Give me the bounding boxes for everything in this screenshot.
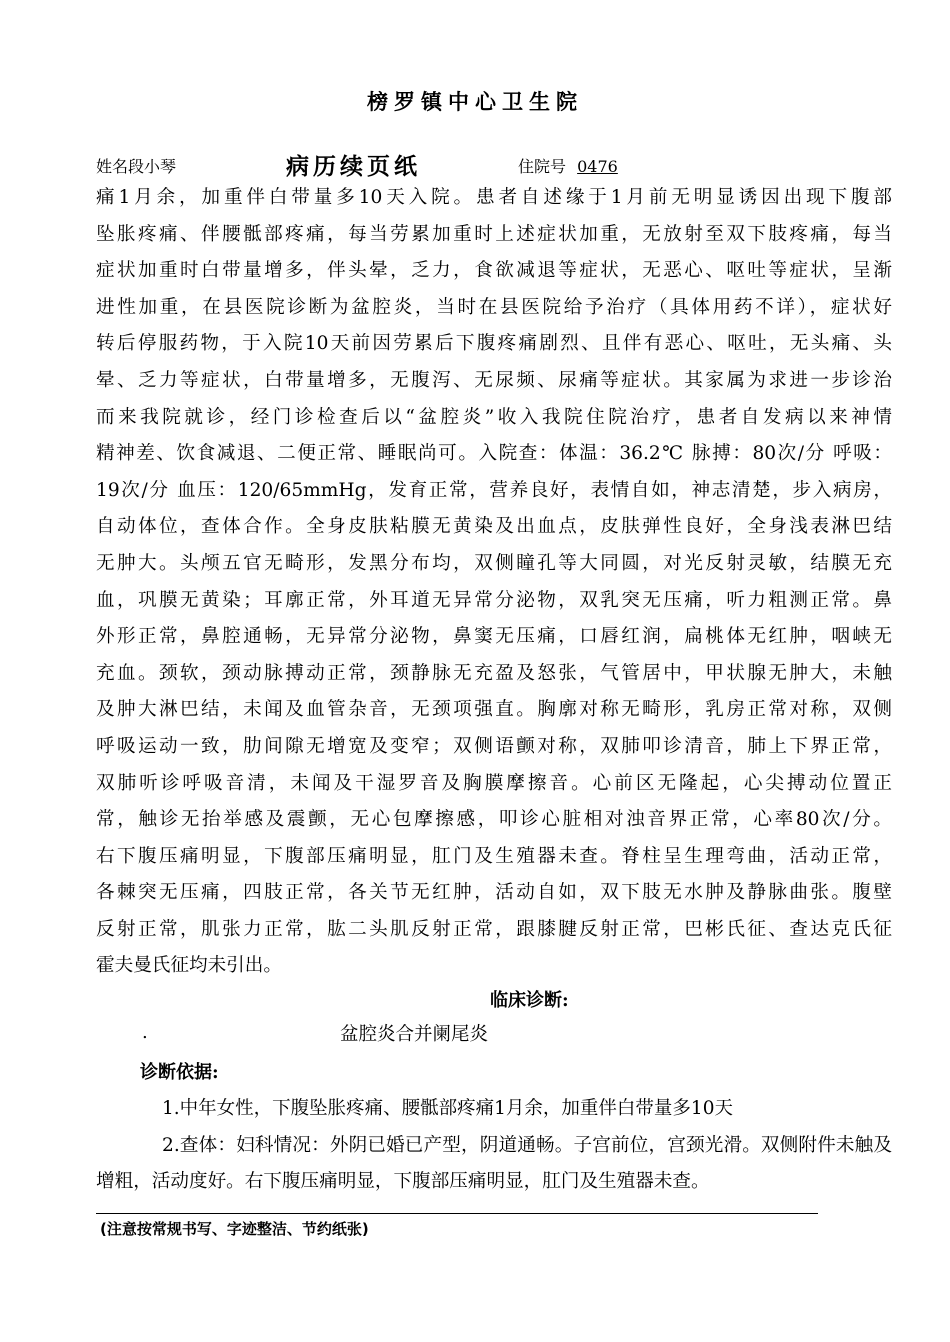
medical-history-text xyxy=(96,180,892,985)
history-line: 自动体位，查体合作。全身皮肤粘膜无黄染及出血点，皮肤弹性良好，全身浅表淋巴结 xyxy=(96,516,892,538)
history-line: 坠胀疼痛、伴腰骶部疼痛，每当劳累加重时上述症状加重，无放射至双下肢疼痛，每当 xyxy=(96,223,892,245)
history-line: 外形正常，鼻腔通畅，无异常分泌物，鼻窦无压痛，口唇红润，扁桃体无红肿，咽峡无 xyxy=(96,626,892,648)
history-line: 而来我院就诊，经门诊检查后以“盆腔炎”收入我院住院治疗，患者自发病以来神情 xyxy=(96,406,892,428)
history-line: 充血。颈软，颈动脉搏动正常，颈静脉无充盈及怒张，气管居中，甲状腺无肿大，未触 xyxy=(96,662,892,684)
hospital-name: 榜罗镇中心卫生院 xyxy=(367,89,583,114)
diagnosis-basis-heading: 诊断依据: xyxy=(140,1062,219,1083)
history-line: 霍夫曼氏征均未引出。 xyxy=(96,955,282,977)
history-line: 精神差、饮食减退、二便正常、睡眠尚可。入院查：体温：36.2℃ 脉搏：80次/分 呼吸： xyxy=(96,443,892,465)
history-line: 19次/分 血压：120/65mmHg，发育正常，营养良好，表情自如，神志清楚，步入病房， xyxy=(96,479,892,501)
history-line: 无肿大。头颅五官无畸形，发黑分布均，双侧瞳孔等大同圆，对光反射灵敏，结膜无充 xyxy=(96,552,892,574)
patient-name: 姓名段小琴 xyxy=(96,157,177,176)
history-line: 转后停服药物，于入院10天前因劳累后下腹疼痛剧烈、且伴有恶心、呕吐，无头痛、头 xyxy=(96,333,892,355)
footer-divider xyxy=(96,1213,818,1214)
diagnosis-marker: . xyxy=(142,1022,148,1043)
sheet-title: 病历续页纸 xyxy=(286,154,421,180)
history-line: 反射正常，肌张力正常，肱二头肌反射正常，跟膝腱反射正常，巴彬氏征、查达克氏征 xyxy=(96,918,892,940)
admission-label: 住院号 xyxy=(518,157,567,176)
admission-number: 0476 xyxy=(577,157,618,176)
history-line: 症状加重时白带量增多，伴头晕，乏力，食欲减退等症状，无恶心、呕吐等症状，呈渐 xyxy=(96,260,892,282)
record-header xyxy=(96,148,896,178)
clinical-diagnosis-value: 盆腔炎合并阑尾炎 xyxy=(340,1024,489,1045)
diagnosis-basis-item: 1.中年女性，下腹坠胀疼痛、腰骶部疼痛1月余，加重伴白带量多10天 xyxy=(162,1098,733,1119)
diagnosis-basis-item: 2.查体：妇科情况：外阴已婚已产型，阴道通畅。子宫前位，宫颈光滑。双侧附件未触及增粗，活动度好。右下腹压痛明显，下腹部压痛明显，肛门及生殖器未查。 xyxy=(96,1135,892,1192)
history-line: 痛1月余，加重伴白带量多10天入院。患者自述缘于1月前无明显诱因出现下腹部 xyxy=(96,187,892,208)
history-line: 进性加重，在县医院诊断为盆腔炎，当时在县医院给予治疗（具体用药不详），症状好 xyxy=(96,296,892,318)
history-line: 及肿大淋巴结，未闻及血管杂音，无颈项强直。胸廓对称无畸形，乳房正常对称，双侧 xyxy=(96,699,892,721)
footer-note: (注意按常规书写、字迹整洁、节约纸张) xyxy=(100,1220,369,1238)
history-line: 常，触诊无抬举感及震颤，无心包摩擦感，叩诊心脏相对浊音界正常，心率80次/分。 xyxy=(96,809,892,831)
history-line: 血，巩膜无黄染；耳廓正常，外耳道无异常分泌物，双乳突无压痛，听力粗测正常。鼻 xyxy=(96,589,892,611)
history-line: 各棘突无压痛，四肢正常，各关节无红肿，活动自如，双下肢无水肿及静脉曲张。腹壁 xyxy=(96,882,892,904)
admission-number-field xyxy=(518,154,632,177)
clinical-diagnosis-heading: 临床诊断: xyxy=(490,990,569,1011)
history-line: 右下腹压痛明显，下腹部压痛明显，肛门及生殖器未查。脊柱呈生理弯曲，活动正常， xyxy=(96,845,892,867)
history-line: 晕、乏力等症状，白带量增多，无腹泻、无尿频、尿痛等症状。其家属为求进一步诊治 xyxy=(96,369,892,391)
history-line: 呼吸运动一致，肋间隙无增宽及变窄；双侧语颤对称，双肺叩诊清音，肺上下界正常， xyxy=(96,735,892,757)
history-line: 双肺听诊呼吸音清，未闻及干湿罗音及胸膜摩擦音。心前区无隆起，心尖搏动位置正 xyxy=(96,772,892,794)
